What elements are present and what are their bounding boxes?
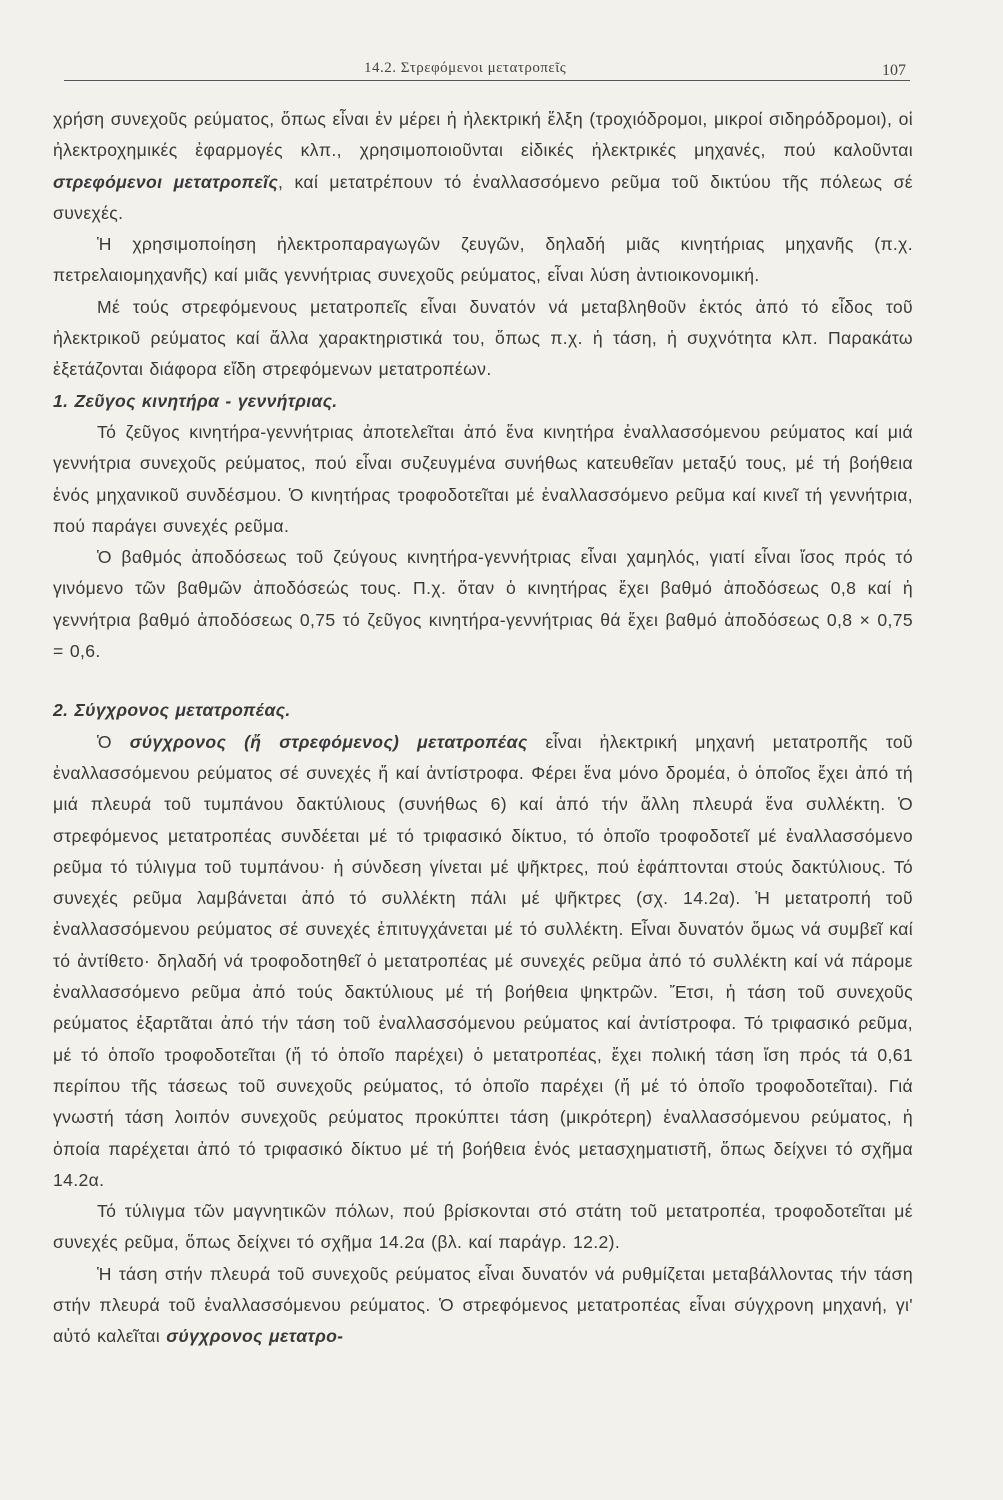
intro-paragraph-1 — [53, 104, 913, 229]
intro-paragraph-2: Ἡ χρησιμοποίηση ἠλεκτροπαραγωγῶν ζευγῶν, δηλαδή μιᾶς κινητήριας μηχανῆς (π.χ. πετρελαιομηχανῆς) καί μιᾶς γεννήτριας συνεχοῦς ρεύματος, εἶναι λύση ἀντιοικονομική. — [53, 234, 913, 286]
section-2-paragraph-1 — [53, 727, 913, 1196]
section-1-paragraph-1: Τό ζεῦγος κινητήρα-γεννήτριας ἀποτελεῖται ἀπό ἕνα κινητήρα ἐναλλασσόμενου ρεύματος καί μιά γεννήτρια συνεχοῦς ρεύματος, πού εἶναι συζευγμένα συνήθως κατευθεῖαν μεταξύ τους, μέ τή βοήθεια ἑνός μηχανικοῦ συνδέσμου. Ὁ κινητήρας τροφοδοτεῖται μέ ἐναλλασσόμενο ρεῦμα καί κινεῖ τή γεννήτρια, πού παράγει συνεχές ρεῦμα. — [53, 421, 913, 536]
section-2-p1-text-b: εἶναι ἠλεκτρική μηχανή μετατροπῆς τοῦ ἐναλλασσόμενου ρεύματος σέ συνεχές ἤ καί ἀντίστροφα. Φέρει ἕνα μόνο δρομέα, ὁ ὁποῖος ἔχει ἀπό τή μιά πλευρά τοῦ τυμπάνου δακτύλιους (συνήθως 6) καί ἀπό τήν ἄλλη πλευρά ἕνα συλλέκτη. Ὁ στρεφόμενος μετατροπέας συνδέεται μέ τό τριφασικό δίκτυο, τό ὁποῖο τροφοδοτεῖ μέ ἐναλλασσόμενο ρεῦμα τό τύλιγμα τοῦ τυμπάνου· ἡ σύνδεση γίνεται μέ ψῆκτρες, πού ἐφάπτονται στούς δακτύλιους. Τό συνεχές ρεῦμα λαμβάνεται ἀπό τό συλλέκτη πάλι μέ ψῆκτρες (σχ. 14.2α). Ἡ μετατροπή τοῦ ἐναλλασσόμενου ρεύματος σέ συνεχές ἐπιτυγχάνεται μέ τό συλλέκτη. Εἶναι δυνατόν ὅμως νά συμβεῖ καί τό ἀντίθετο· δηλαδή νά τροφοδοτηθεῖ ὁ μετατροπέας μέ συνεχές ρεῦμα ἀπό τό συλλέκτη καί νά πάρομε ἐναλλασσόμενο ρεῦμα ἀπό τούς δακτύλιους μέ τή βοήθεια ψηκτρῶν. Ἔτσι, ἡ τάση τοῦ συνεχοῦς ρεύματος ἐξαρτᾶται ἀπό τήν τάση τοῦ ἐναλλασσόμενου ρεύματος καί ἀντίστροφα. Τό τριφασικό ρεῦμα, μέ τό ὁποῖο τροφοδοτεῖται (ἤ τό ὁποῖο παρέχει) ὁ μετατροπέας, ἔχει πολική τάση ἴση πρός τά 0,61 περίπου τῆς τάσεως τοῦ συνεχοῦς ρεύματος, τό ὁποῖο παρέχει (ἤ μέ τό ὁποῖο τροφοδοτεῖται). Γιά γνωστή τάση λοιπόν συνεχοῦς ρεύματος προκύπτει τάση (μικρότερη) ἐναλλασσόμενου ρεύματος, ἡ ὁποία παρέχεται ἀπό τό τριφασικό δίκτυο μέ τή βοήθεια ἑνός μετασχηματιστῆ, ὅπως δείχνει τό σχῆμα 14.2α. — [53, 731, 913, 1190]
page-number: 107 — [882, 62, 906, 79]
section-2-p1-text-a: Ὁ — [97, 731, 130, 752]
section-2-p3-text: Ἡ τάση στήν πλευρά τοῦ συνεχοῦς ρεύματος εἶναι δυνατόν νά ρυθμίζεται μεταβάλλοντας τήν τάση στήν πλευρά τοῦ ἐναλλασσόμενου ρεύματος. Ὁ στρεφόμενος μετατροπέας εἶναι σύγχρονη μηχανή, γι' αὐτό καλεῖται — [53, 1263, 913, 1347]
term-rotary-converters: στρεφόμενοι μετατροπεῖς — [53, 171, 279, 192]
running-header — [64, 58, 910, 81]
header-section-title: 14.2. Στρεφόμενοι μετατροπεῖς — [364, 60, 567, 76]
section-2-paragraph-3 — [53, 1259, 913, 1353]
term-synchronous-converter: σύγχρονος (ἤ στρεφόμενος) μετατροπέας — [129, 731, 528, 752]
intro-p1-text-a: χρήση συνεχοῦς ρεύματος, ὅπως εἶναι ἐν μέρει ἡ ἠλεκτρική ἕλξη (τροχιόδρομοι, μικροί σιδηρόδρομοι), οἱ ἠλεκτροχημικές ἐφαρμογές κλπ., χρησιμοποιοῦνται εἰδικές ἠλεκτρικές μηχανές, πού καλοῦνται — [53, 109, 913, 161]
intro-paragraph-3: Μέ τούς στρεφόμενους μετατροπεῖς εἶναι δυνατόν νά μεταβληθοῦν ἐκτός ἀπό τό εἶδος τοῦ ἠλεκτρικοῦ ρεύματος καί ἄλλα χαρακτηριστικά του, ὅπως π.χ. ἡ τάση, ἡ συχνότητα κλπ. Παρακάτω ἐξετάζονται διάφορα εἴδη στρεφόμενων μετατροπέων. — [53, 296, 913, 380]
section-1-paragraph-2: Ὁ βαθμός ἀποδόσεως τοῦ ζεύγους κινητήρα-γεννήτριας εἶναι χαμηλός, γιατί εἶναι ἴσος πρός τό γινόμενο τῶν βαθμῶν ἀποδόσεώς τους. Π.χ. ὅταν ὁ κινητήρας ἔχει βαθμό ἀποδόσεως 0,8 καί ἡ γεννήτρια βαθμό ἀποδόσεως 0,75 τό ζεῦγος κινητήρα-γεννήτριας θά ἔχει βαθμό ἀποδόσεως 0,8 × 0,75 = 0,6. — [53, 547, 913, 662]
section-gap — [53, 667, 913, 695]
section-2-heading: 2. Σύγχρονος μετατροπέας. — [53, 700, 291, 721]
body-text — [53, 104, 913, 1353]
intro-p1-text-b: , καί μετατρέπουν τό ἐναλλασσόμενο ρεῦμα τοῦ δικτύου τῆς πόλεως σέ συνεχές. — [53, 171, 913, 223]
section-1-heading: 1. Ζεῦγος κινητήρα - γεννήτριας. — [53, 390, 338, 411]
section-2-paragraph-2: Τό τύλιγμα τῶν μαγνητικῶν πόλων, πού βρίσκονται στό στάτη τοῦ μετατροπέα, τροφοδοτεῖται μέ συνεχές ρεῦμα, ὅπως δείχνει τό σχῆμα 14.2α (βλ. καί παράγρ. 12.2). — [53, 1201, 913, 1253]
term-synchronous-converter-2: σύγχρονος μετατρο- — [166, 1326, 344, 1347]
